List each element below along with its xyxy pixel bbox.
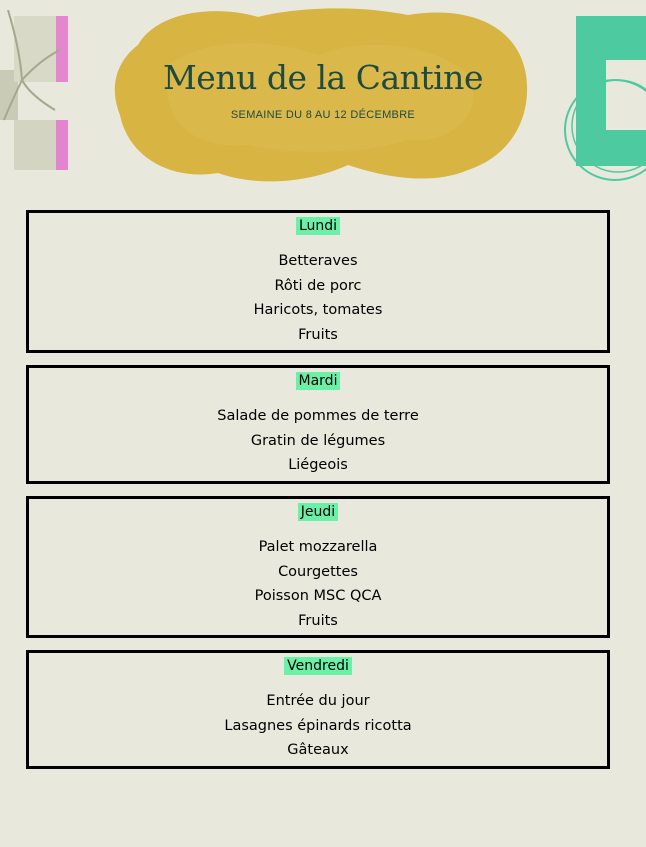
menu-items [29, 404, 607, 478]
day-label: Vendredi [284, 657, 352, 675]
menu-item: Fruits [298, 326, 338, 343]
header [0, 0, 646, 200]
day-label: Mardi [296, 372, 341, 390]
menu-item: Courgettes [278, 563, 358, 580]
menu-item: Poisson MSC QCA [254, 588, 382, 604]
day-label: Jeudi [298, 503, 338, 521]
menu-item: Palet mozzarella [258, 539, 378, 555]
page-title: Menu de la Cantine [163, 58, 483, 97]
day-card-jeudi [26, 496, 610, 638]
menu-item: Fruits [298, 612, 338, 629]
menu-item: Betteraves [278, 253, 358, 269]
day-card-vendredi [26, 650, 610, 769]
menu-item: Gâteaux [287, 742, 349, 758]
menu-items [29, 249, 607, 347]
day-card-lundi [26, 210, 610, 353]
menu-item: Rôti de porc [274, 277, 362, 294]
menu-item: Gratin de légumes [250, 432, 386, 449]
menu-item: Haricots, tomates [253, 302, 383, 318]
menu-items [29, 689, 607, 763]
menu-item: Lasagnes épinards ricotta [224, 717, 412, 734]
menu-item: Salade de pommes de terre [217, 408, 419, 424]
menu-item: Liégeois [288, 457, 348, 473]
menu-item: Entrée du jour [266, 693, 370, 709]
day-card-mardi [26, 365, 610, 484]
menu-items [29, 535, 607, 633]
page-subtitle: SEMAINE DU 8 AU 12 DÉCEMBRE [230, 109, 416, 121]
day-label: Lundi [296, 217, 340, 235]
